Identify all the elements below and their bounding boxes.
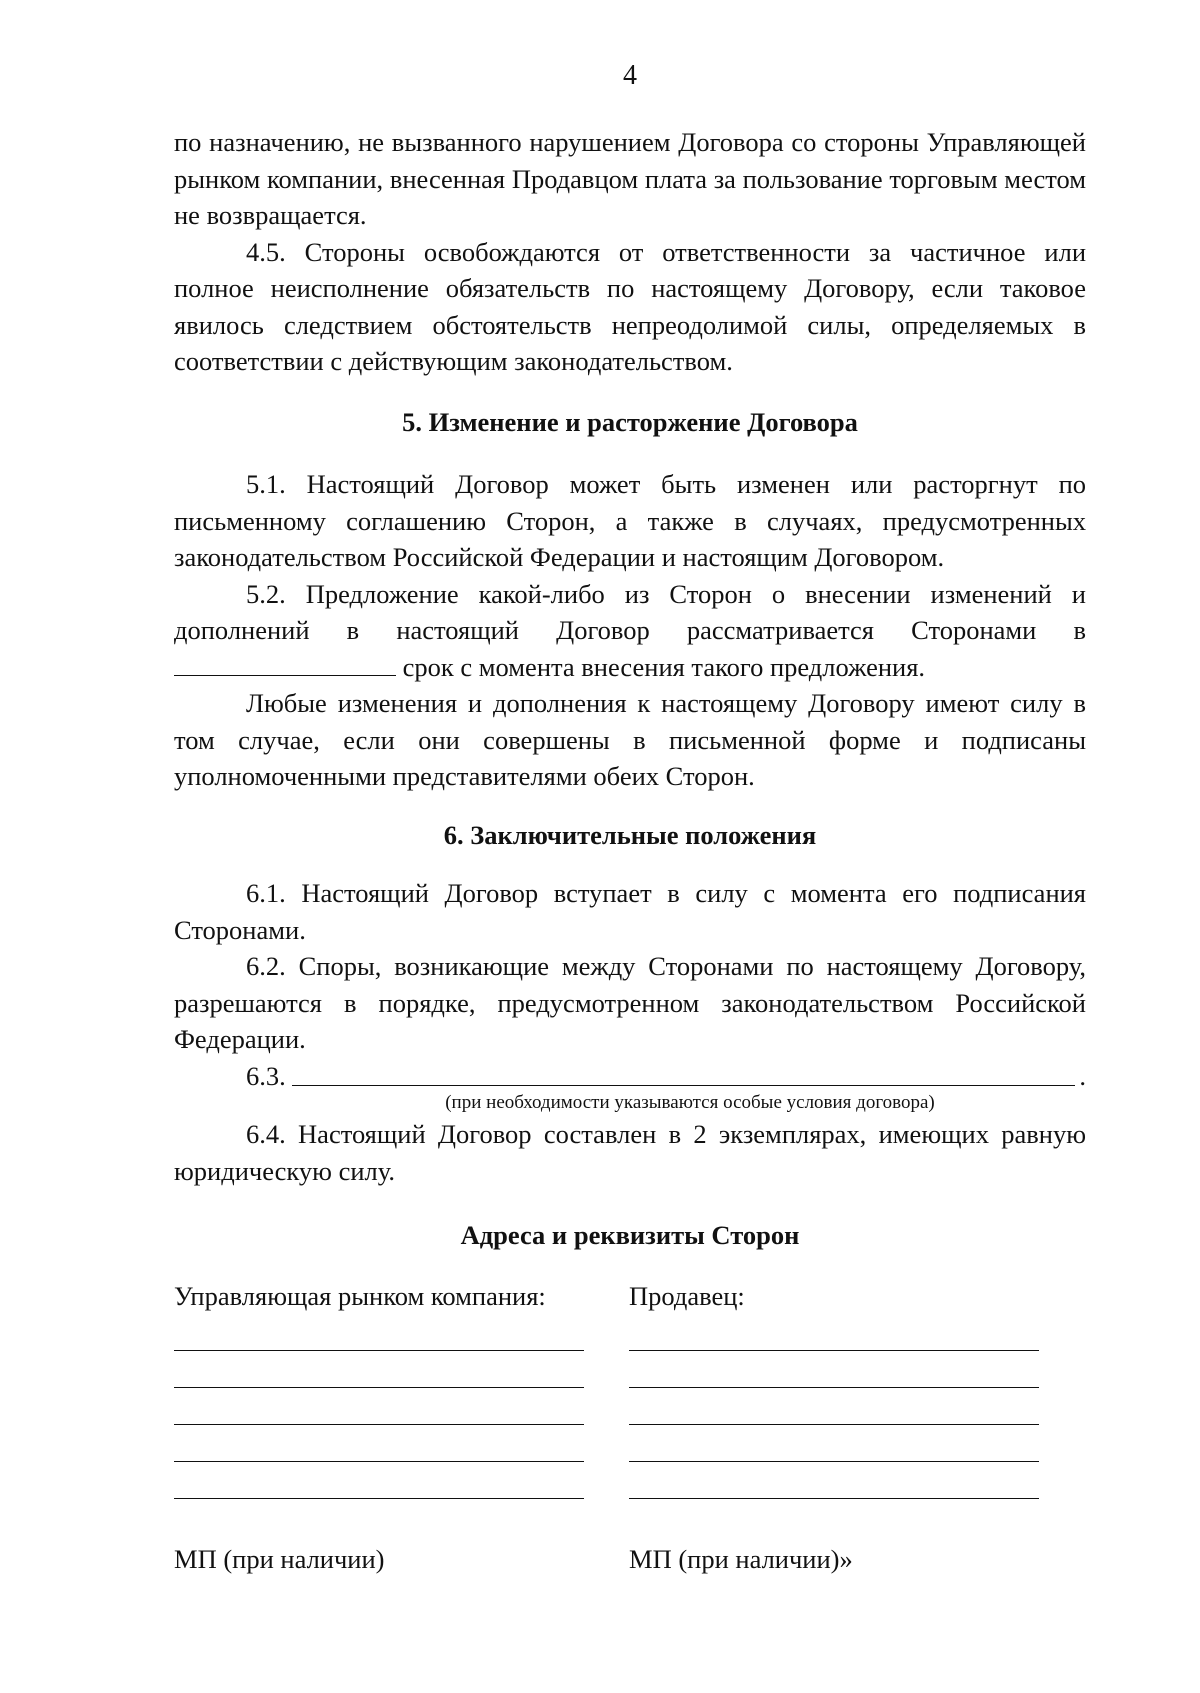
special-conditions-blank-field[interactable] xyxy=(292,1065,1076,1086)
market-company-line[interactable] xyxy=(174,1351,584,1388)
term-blank-field[interactable] xyxy=(174,649,396,676)
paragraph-5-2-start: 5.2. Предложение какой-либо из Сторон о внесении изменений и дополнений в настоящий Договор рассматривается Сторонами в xyxy=(174,578,1086,645)
market-company-line[interactable] xyxy=(174,1425,584,1462)
seller-stamp: МП (при наличии)» xyxy=(629,1544,853,1574)
market-company-stamp: МП (при наличии) xyxy=(174,1544,385,1574)
document-body xyxy=(174,124,1086,1578)
paragraph-5-2-end: срок с момента внесения такого предложения. xyxy=(402,651,926,682)
market-company-line[interactable] xyxy=(174,1462,584,1499)
addresses-title: Адреса и реквизиты Сторон xyxy=(460,1220,800,1250)
market-company-label: Управляющая рынком компания: xyxy=(174,1280,546,1311)
seller-line[interactable] xyxy=(629,1462,1039,1499)
paragraph-6-3-label: 6.3. xyxy=(246,1060,286,1091)
paragraph-5-2 xyxy=(174,576,1086,686)
seller-label: Продавец: xyxy=(629,1280,745,1311)
market-company-line[interactable] xyxy=(174,1314,584,1351)
market-company-column xyxy=(174,1278,629,1578)
paragraph-6-2: 6.2. Споры, возникающие между Сторонами по настоящему Договору, разрешаются в порядке, предусмотренном законодательством Российской Федерации. xyxy=(174,951,1086,1054)
paragraph-4-4-continuation: по назначению, не вызванного нарушением Договора со стороны Управляющей рынком компании, внесенная Продавцом плата за пользование торговым местом не возвращается. xyxy=(174,127,1086,230)
market-company-line[interactable] xyxy=(174,1388,584,1425)
section-5-title: 5. Изменение и расторжение Договора xyxy=(402,406,858,437)
paragraph-5-1: 5.1. Настоящий Договор может быть изменен или расторгнут по письменному соглашению Сторон, а также в случаях, предусмотренных законодательством Российской Федерации и настоящим Договором. xyxy=(174,469,1086,572)
paragraph-6-3 xyxy=(174,1058,1086,1095)
seller-line[interactable] xyxy=(629,1388,1039,1425)
paragraph-6-4: 6.4. Настоящий Договор составлен в 2 экземплярах, имеющих равную юридическую силу. xyxy=(174,1119,1086,1186)
special-conditions-hint: (при необходимости указываются особые условия договора) xyxy=(445,1092,935,1113)
paragraph-6-3-end: . xyxy=(1079,1060,1086,1091)
paragraph-4-5: 4.5. Стороны освобождаются от ответственности за частичное или полное неисполнение обязательств по настоящему Договору, если таковое явилось следствием обстоятельств непреодолимой силы, определяемых в соответствии с действующим законодательством. xyxy=(174,236,1086,376)
section-6-title: 6. Заключительные положения xyxy=(443,819,817,850)
paragraph-6-1: 6.1. Настоящий Договор вступает в силу с момента его подписания Сторонами. xyxy=(174,878,1086,945)
paragraph-5-3: Любые изменения и дополнения к настоящему Договору имеют силу в том случае, если они совершены в письменной форме и подписаны уполномоченными представителями обеих Сторон. xyxy=(174,688,1086,791)
seller-line[interactable] xyxy=(629,1314,1039,1351)
seller-column xyxy=(629,1278,1049,1578)
parties-block xyxy=(174,1278,1086,1578)
seller-line[interactable] xyxy=(629,1351,1039,1388)
page-number: 4 xyxy=(623,60,637,91)
seller-line[interactable] xyxy=(629,1425,1039,1462)
